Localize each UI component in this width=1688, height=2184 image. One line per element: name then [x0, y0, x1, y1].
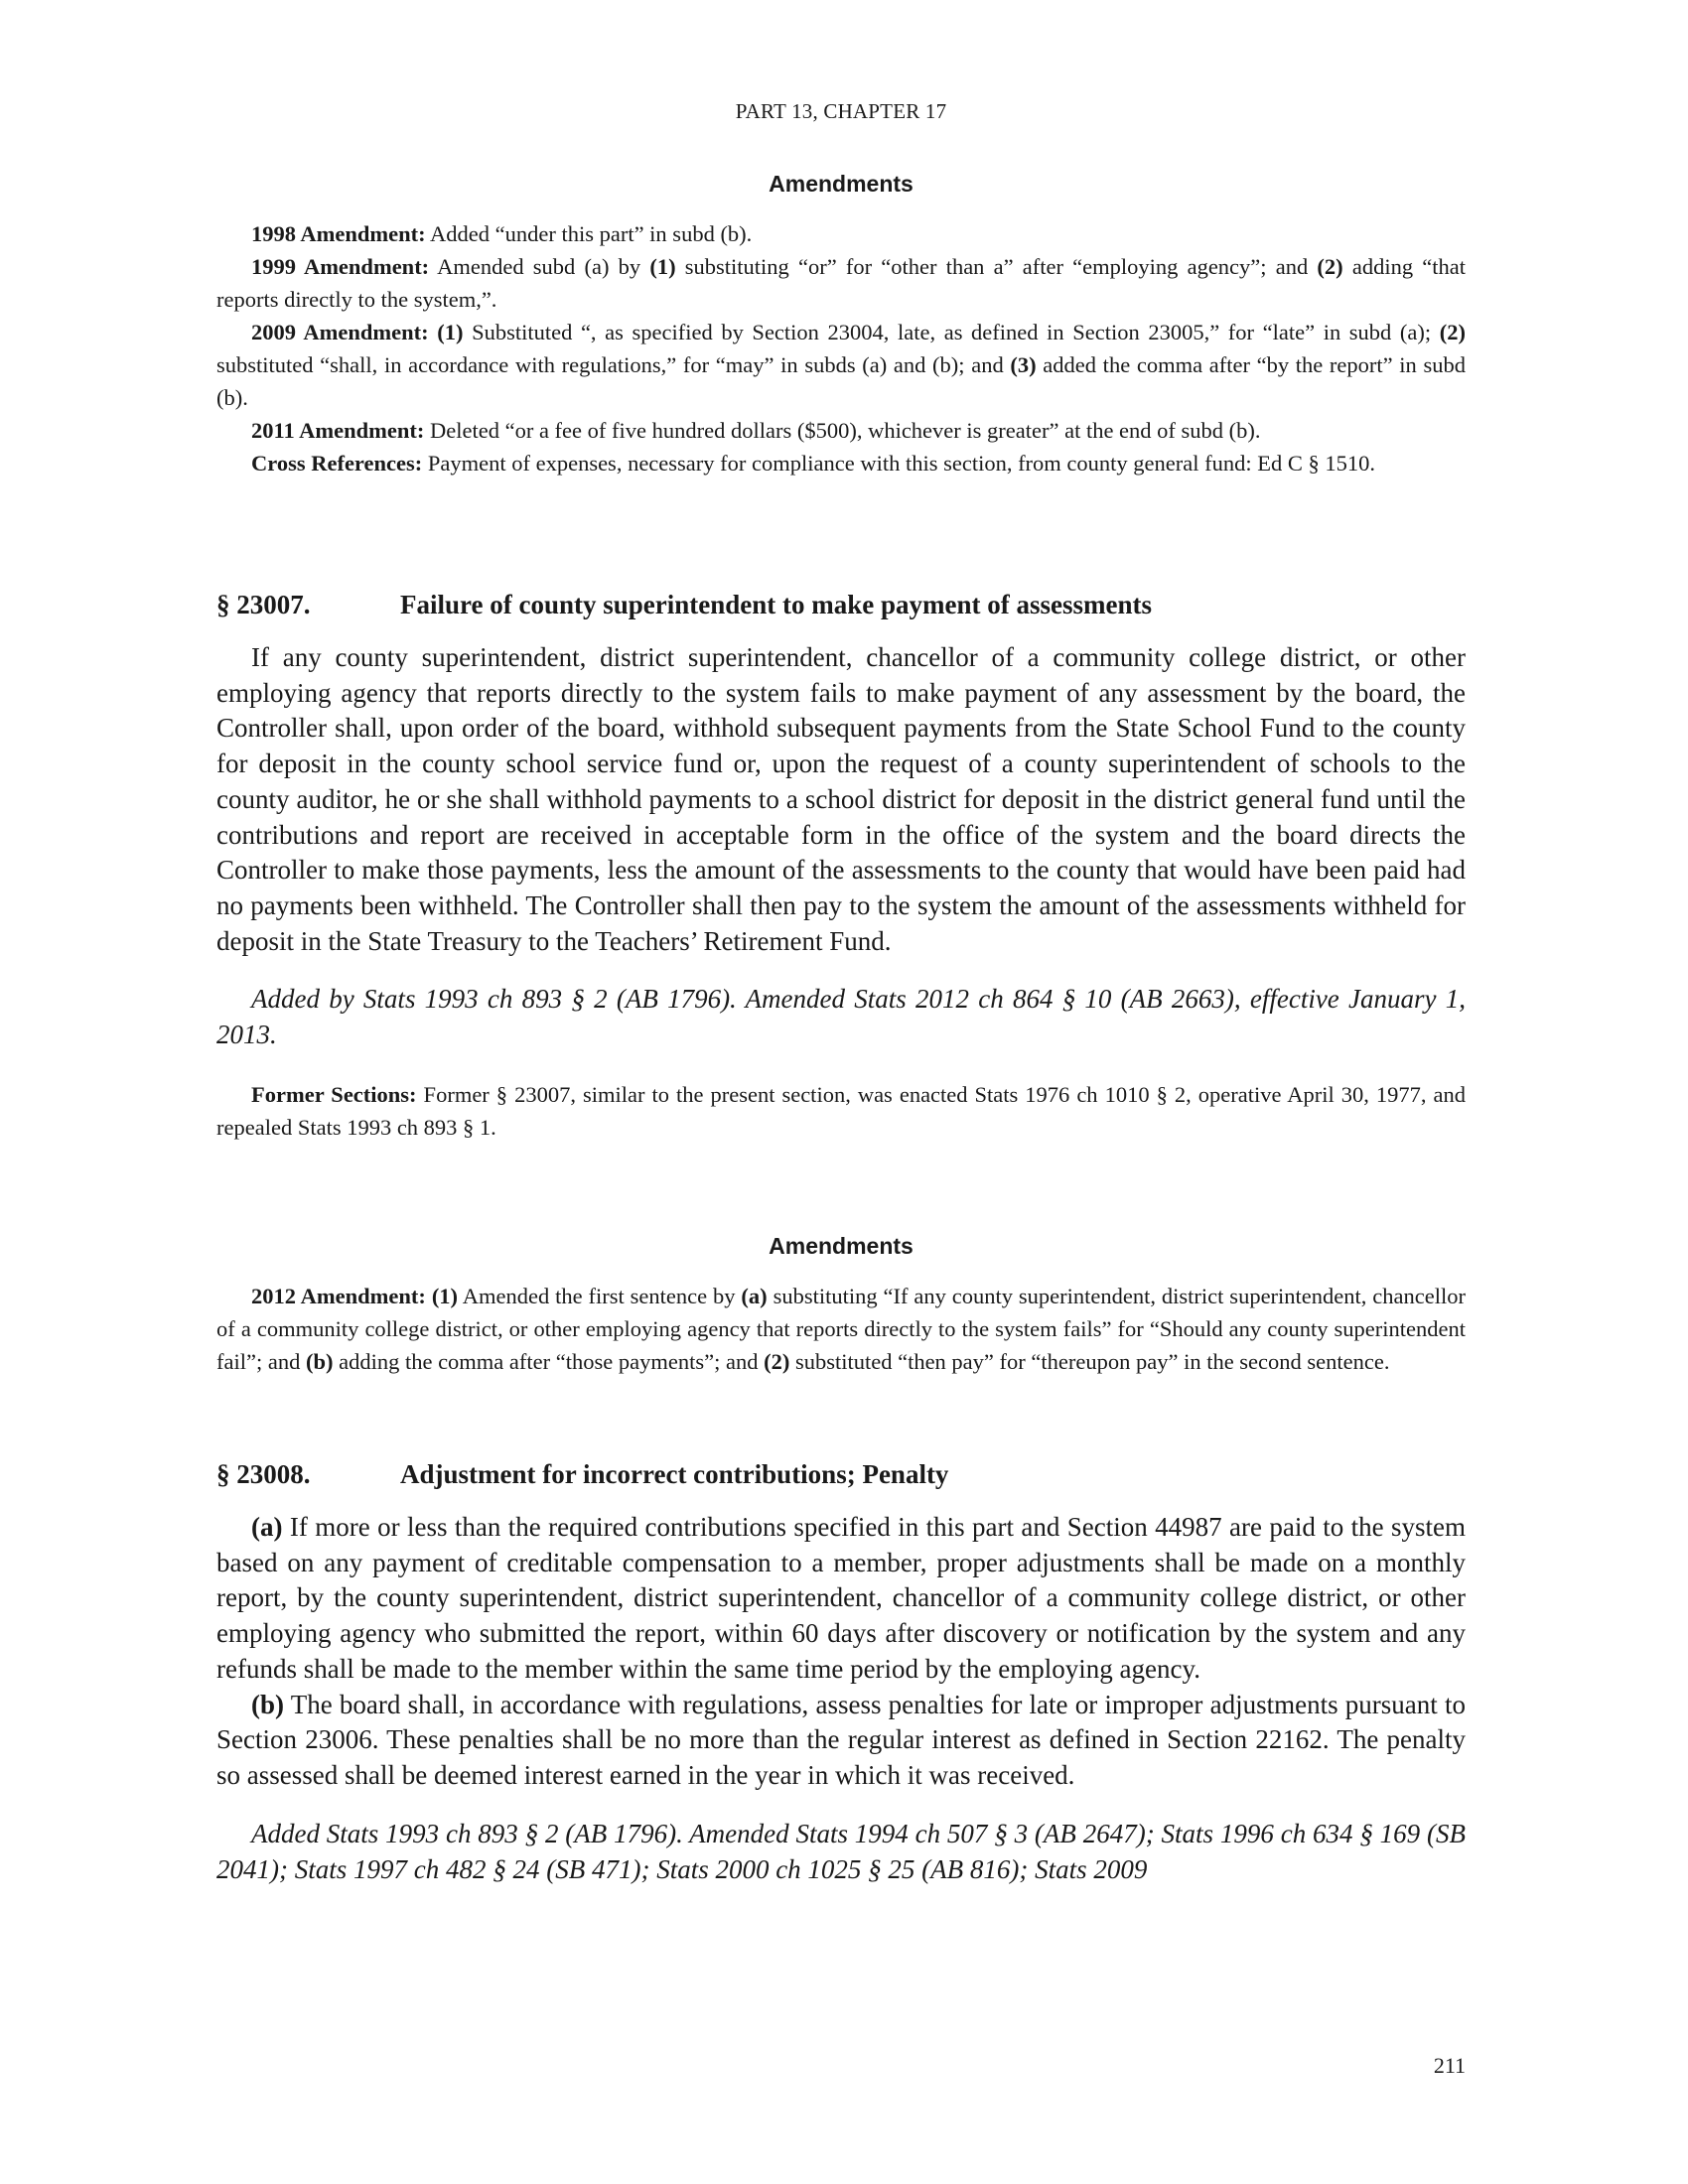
section-title: Adjustment for incorrect contributions; Penalty	[400, 1459, 949, 1489]
amendment-2009	[216, 316, 1466, 414]
item-number: (b)	[305, 1349, 334, 1374]
section-heading	[216, 1459, 1466, 1490]
cross-references-label: Cross References:	[251, 451, 423, 476]
item-number: (2)	[1317, 254, 1343, 279]
section-23007	[216, 590, 1466, 1144]
amendments-block	[216, 171, 1466, 479]
item-number: (2)	[764, 1349, 790, 1374]
amendment-label: 1998 Amendment:	[251, 221, 426, 246]
subsection-text: The board shall, in accordance with regulations, assess penalties for late or improper adjustments pursuant to Section 23006. These penalties shall be no more than the regular interest as defined in Section 22162. The penalty so assessed shall be deemed interest earned in the year in which it was received.	[216, 1689, 1466, 1790]
amendment-label: 2009 Amendment:	[251, 320, 429, 344]
amendments-block	[216, 1233, 1466, 1378]
amendment-text: substituted “then pay” for “thereupon pay” in the second sentence.	[789, 1349, 1390, 1374]
subsection-b	[216, 1688, 1466, 1794]
subsection-text: If more or less than the required contributions specified in this part and Section 44987 are paid to the system based on any payment of creditable compensation to a member, proper adjustments shall be made on a monthly report, by the county superintendent, district superintendent, chancellor of a community college district, or other employing agency who submitted the report, within 60 days after discovery or notification by the system and any refunds shall be made to the member within the same time period by the employing agency.	[216, 1512, 1466, 1684]
section-number: § 23008.	[216, 1459, 311, 1489]
section-23008	[216, 1459, 1466, 1887]
section-title: Failure of county superintendent to make payment of assessments	[400, 590, 1152, 619]
subsection-a	[216, 1510, 1466, 1688]
amendment-text: added the comma after “by the report” in subd (b).	[216, 352, 1466, 410]
section-heading	[216, 590, 1466, 620]
amendments-heading: Amendments	[769, 171, 914, 197]
item-number: (1)	[649, 254, 676, 279]
amendment-text: adding the comma after “those payments”; and	[333, 1349, 765, 1374]
item-number: (1)	[437, 320, 464, 344]
amendment-text: substituting “or” for “other than a” after “employing agency”; and	[675, 254, 1318, 279]
amendment-text: adding “that reports directly to the system,”.	[216, 254, 1466, 312]
amendment-text: Added “under this part” in subd (b).	[425, 221, 753, 246]
amendment-label: 2012 Amendment:	[251, 1284, 426, 1308]
subsection-label: (b)	[251, 1689, 284, 1719]
amendment-label: 2011 Amendment:	[251, 418, 425, 443]
amendment-text: Amended the first sentence by	[458, 1284, 742, 1308]
amendment-label: 1999 Amendment:	[251, 254, 430, 279]
item-number: (3)	[1010, 352, 1037, 377]
amendment-1998	[216, 217, 1466, 250]
amendment-text: substituting “If any county superintendent, district superintendent, chancellor of a community college district, or other employing agency that reports directly to the system fails” for “Should any county superintendent fail”; and	[216, 1284, 1466, 1374]
item-number: (1)	[431, 1284, 459, 1308]
running-head: PART 13, CHAPTER 17	[735, 99, 947, 123]
former-sections	[216, 1078, 1466, 1144]
amendments-heading: Amendments	[769, 1233, 914, 1259]
section-history: Added by Stats 1993 ch 893 § 2 (AB 1796). Amended Stats 2012 ch 864 § 10 (AB 2663), effective January 1, 2013.	[216, 984, 1466, 1050]
cross-references-text: Payment of expenses, necessary for compliance with this section, from county general fund: Ed C § 1510.	[422, 451, 1375, 476]
section-history: Added Stats 1993 ch 893 § 2 (AB 1796). Amended Stats 1994 ch 507 § 3 (AB 2647); Stats 1996 ch 634 § 169 (SB 2041); Stats 1997 ch 482 § 24 (SB 471); Stats 2000 ch 1025 § 25 (AB 816); Stats 2009	[216, 1818, 1466, 1884]
section-number: § 23007.	[216, 590, 311, 619]
amendment-text: substituted “shall, in accordance with regulations,” for “may” in subds (a) and (b); and	[216, 352, 1011, 377]
amendment-text: Substituted “, as specified by Section 23004, late, as defined in Section 23005,” for “late” in subd (a);	[463, 320, 1440, 344]
cross-references	[216, 447, 1466, 479]
former-sections-label: Former Sections:	[251, 1082, 417, 1108]
item-number: (2)	[1439, 320, 1466, 344]
item-number: (a)	[741, 1284, 768, 1308]
subsection-label: (a)	[251, 1512, 283, 1542]
page-number: 211	[1433, 2053, 1466, 2078]
amendment-1999	[216, 250, 1466, 316]
section-body: If any county superintendent, district superintendent, chancellor of a community college district, or other employing agency that reports directly to the system fails to make payment of any assessment by the board, the Controller shall, upon order of the board, withhold subsequent payments from the State School Fund to the county for deposit in the county school service fund or, upon the request of a county superintendent of schools to the county auditor, he or she shall withhold payments to a school district for deposit in the district general fund until the contributions and report are received in acceptable form in the office of the system and the board directs the Controller to make those payments, less the amount of the assessments to the county that would have been paid had no payments been withheld. The Controller shall then pay to the system the amount of the assessments withheld for deposit in the State Treasury to the Teachers’ Retirement Fund.	[216, 642, 1466, 956]
amendment-2011	[216, 414, 1466, 447]
former-sections-text: Former § 23007, similar to the present section, was enacted Stats 1976 ch 1010 § 2, operative April 30, 1977, and repealed Stats 1993 ch 893 § 1.	[216, 1082, 1466, 1141]
amendment-text: Amended subd (a) by	[429, 254, 650, 279]
amendment-text: Deleted “or a fee of five hundred dollars ($500), whichever is greater” at the end of subd (b).	[424, 418, 1261, 443]
amendment-2012	[216, 1280, 1466, 1378]
